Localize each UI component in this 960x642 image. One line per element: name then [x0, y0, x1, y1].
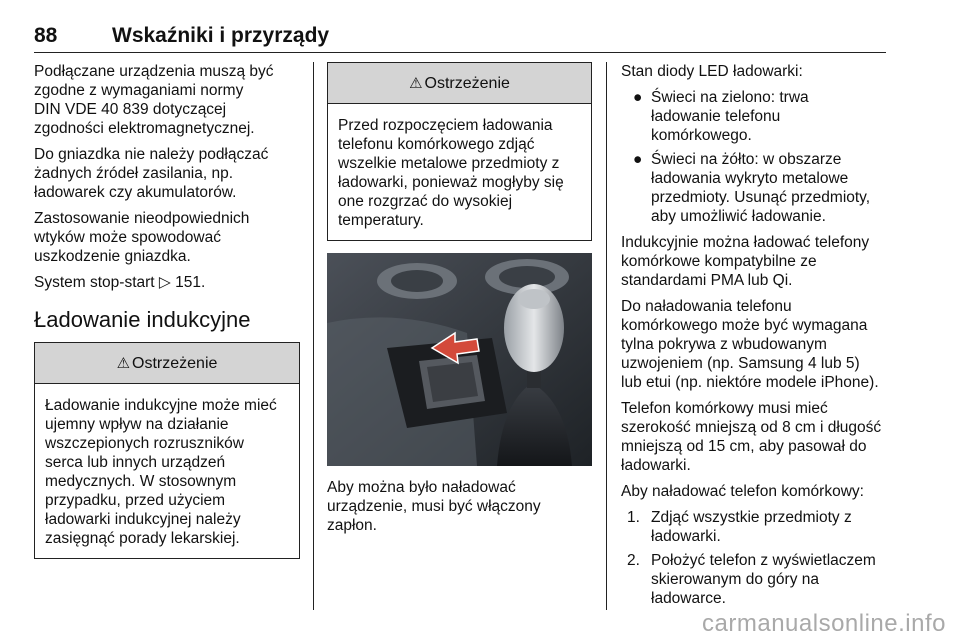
warning-triangle-icon: ⚠ — [116, 354, 131, 372]
column-middle — [327, 62, 592, 542]
warning-triangle-icon: ⚠ — [409, 74, 423, 92]
page-reference-arrow-icon: ▷ — [158, 274, 171, 291]
paragraph-plug-damage: Zastosowanie nieodpowiednich wtyków może spowodować uszkodzenie gniazdka. — [34, 210, 250, 265]
list-item: ● Świeci na żółto: w obszarze ładowania wykryto metalowe przedmioty. Usunąć przedmioty, aby umożliwić ładowanie. — [633, 151, 871, 225]
paragraph-phone-size: Telefon komórkowy musi mieć szerokość mniejszą od 8 cm i długość mniejszą od 15 cm, aby pasował do ładowarki. — [621, 400, 882, 474]
page-title: Wskaźniki i przyrządy — [112, 24, 330, 47]
ref-page: 151. — [175, 274, 206, 291]
warning-body: Ładowanie indukcyjne może mieć ujemny wpływ na działanie wszczepionych rozruszników serca lub innych urządzeń medycznych. W stosownym przypadku, przed użyciem ładowarki indukcyjnej należy zasięgnąć porady lekarskiej. — [45, 397, 277, 547]
ref-text: System stop-start — [34, 274, 159, 291]
paragraph-back-cover: Do naładowania telefonu komórkowego może być wymagana tylna pokrywa z wbudowanym uzwojeniem (np. Samsung 4 lub 5) lub etui (np. niektóre modele iPhone). — [621, 298, 879, 391]
photo-caption: Aby można było naładować urządzenie, musi być włączony zapłon. — [327, 479, 541, 534]
warning-box — [34, 342, 300, 559]
page-number: 88 — [34, 24, 58, 47]
column-divider — [606, 62, 607, 610]
section-heading: Ładowanie indukcyjne — [34, 307, 251, 332]
steps-list — [621, 508, 891, 608]
warning-title: Ostrzeżenie — [424, 74, 510, 92]
list-item: ● Świeci na zielono: trwa ładowanie telefonu komórkowego. — [633, 89, 809, 144]
steps-intro: Aby naładować telefon komórkowy: — [621, 483, 864, 500]
warning-header — [328, 63, 591, 104]
charger-photo — [327, 253, 592, 466]
warning-header — [35, 343, 299, 384]
list-item: 1. Zdjąć wszystkie przedmioty z ładowarki. — [627, 509, 852, 545]
bullet-dot: ● — [633, 89, 643, 106]
paragraph-no-power-sources: Do gniazdka nie należy podłączać żadnych źródeł zasilania, np. ładowarek czy akumulatorów. — [34, 146, 269, 201]
paragraph-stop-start-ref — [34, 273, 300, 292]
paragraph-compliance: Podłączane urządzenia muszą być zgodne z wymaganiami normy DIN VDE 40 839 dotyczącej zgodności elektromagnetycznej. — [34, 63, 274, 137]
column-left — [34, 62, 300, 559]
page-header — [34, 22, 886, 53]
led-status-list — [621, 88, 891, 226]
paragraph-compatibility: Indukcyjnie można ładować telefony komórkowe kompatybilne ze standardami PMA lub Qi. — [621, 234, 870, 289]
column-divider — [313, 62, 314, 610]
list-item: 2. Położyć telefon z wyświetlaczem skierowanym do góry na ładowarce. — [627, 552, 876, 607]
warning-title: Ostrzeżenie — [132, 354, 218, 372]
led-status-intro: Stan diody LED ładowarki: — [621, 63, 803, 80]
warning-body: Przed rozpoczęciem ładowania telefonu komórkowego zdjąć wszelkie metalowe przedmioty z ładowarki, ponieważ mogłyby się one rozgrzać do wysokiej temperatury. — [338, 117, 564, 229]
watermark: carmanualsonline.info — [702, 610, 946, 637]
charger-illustration — [327, 253, 592, 466]
bullet-dot: ● — [633, 151, 643, 168]
warning-box — [327, 62, 592, 241]
column-right — [621, 62, 891, 615]
